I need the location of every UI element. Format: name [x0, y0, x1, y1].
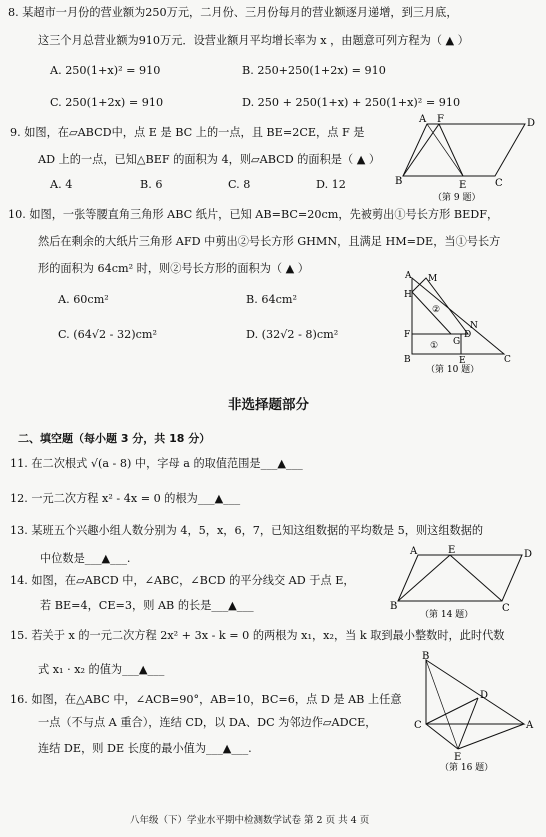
q8-line2: 这三个月总营业额为910万元．设营业额月平均增长率为 x ，由题意可列方程为（ ▲ ） [38, 34, 469, 47]
q10-figure [396, 270, 512, 374]
q15-line1: 15. 若关于 x 的一元二次方程 2x² + 3x - k = 0 的两根为 x₁，x₂，当 k 取到最小整数时，此时代数 [10, 629, 505, 642]
q16-caption: （第 16 题） [440, 763, 494, 772]
q13-line2: 中位数是___▲___. [40, 552, 131, 565]
q10-label-b: B [404, 355, 411, 365]
q14-figure [390, 545, 538, 623]
q12-text: 12. 一元二次方程 x² - 4x = 0 的根为___▲___ [10, 492, 241, 505]
q9-line2: AD 上的一点，已知△BEF 的面积为 4，则▱ABCD 的面积是（ ▲ ） [38, 153, 381, 166]
q16-label-b: B [422, 651, 430, 662]
q10-line3: 形的面积为 64cm² 时，则②号长方形的面积为（ ▲ ） [38, 262, 309, 275]
q9-label-b: B [395, 176, 403, 187]
q16-label-c: C [414, 720, 422, 731]
q13-line1: 13. 某班五个兴趣小组人数分别为 4，5，x，6，7，已知这组数据的平均数是 5，则这组数据的 [10, 524, 484, 537]
q10-label-c: C [504, 355, 511, 365]
q10-rect1-label: ① [430, 341, 439, 351]
q8-option-b: B. 250+250(1+2x) = 910 [242, 64, 386, 77]
q9-label-c: C [495, 178, 503, 189]
q9-label-d: D [527, 118, 536, 129]
q11-text: 11. 在二次根式 √(a - 8) 中，字母 a 的取值范围是___▲___ [10, 457, 303, 470]
q8-option-a: A. 250(1+x)² = 910 [50, 64, 161, 77]
q9-line1: 9. 如图，在▱ABCD中，点 E 是 BC 上的一点，且 BE=2CE，点 F 是 [10, 126, 365, 139]
q16-line1: 16. 如图，在△ABC 中，∠ACB=90°，AB=10，BC=6，点 D 是 AB 上任意 [10, 693, 402, 706]
q14-label-c: C [502, 603, 510, 614]
q16-line3: 连结 DE，则 DE 长度的最小值为___▲___. [38, 742, 252, 755]
q10-rect2-label: ② [432, 305, 441, 315]
page-footer: 八年级（下）学业水平期中检测数学试卷 第 2 页 共 4 页 [130, 815, 370, 826]
q10-label-f: F [404, 330, 411, 340]
q9-option-c: C. 8 [228, 178, 251, 191]
q14-label-b: B [390, 601, 398, 612]
q14-caption: （第 14 题） [420, 610, 474, 620]
q10-option-b: B. 64cm² [246, 293, 297, 306]
q10-label-a: A [405, 271, 412, 281]
q10-label-g: G [453, 337, 461, 347]
q9-option-a: A. 4 [50, 178, 73, 191]
q9-option-d: D. 12 [316, 178, 346, 191]
q9-label-f: F [437, 114, 444, 125]
q10-option-d: D. (32√2 - 8)cm² [246, 328, 339, 341]
q8-option-d: D. 250 + 250(1+x) + 250(1+x)² = 910 [242, 96, 461, 109]
q9-label-a: A [419, 114, 427, 125]
q8-option-c: C. 250(1+2x) = 910 [50, 96, 164, 109]
q10-label-e: E [459, 356, 466, 366]
q10-label-n: N [470, 321, 478, 331]
q10-option-a: A. 60cm² [58, 293, 109, 306]
q14-label-e: E [448, 545, 456, 556]
q8-line1: 8. 某超市一月份的营业额为250万元，二月份、三月份每月的营业额逐月递增，到三月底， [8, 6, 458, 19]
section-title: 非选择题部分 [228, 397, 309, 413]
q14-line1: 14. 如图，在▱ABCD 中，∠ABC，∠BCD 的平分线交 AD 于点 E， [10, 574, 355, 587]
q10-caption: （第 10 题） [426, 365, 480, 374]
q16-line2: 一点（不与点 A 重合），连结 CD，以 DA、DC 为邻边作▱ADCE， [38, 716, 377, 729]
q16-figure [412, 648, 540, 772]
q10-label-m: M [428, 274, 438, 284]
q10-option-c: C. (64√2 - 32)cm² [58, 328, 157, 341]
q16-label-d: D [480, 690, 489, 701]
q10-line1: 10. 如图，一张等腰直角三角形 ABC 纸片，已知 AB=BC=20cm，先被剪出①号长方形 BEDF， [8, 208, 499, 221]
q14-line2: 若 BE=4，CE=3，则 AB 的长是___▲___ [40, 599, 254, 612]
q9-option-b: B. 6 [140, 178, 163, 191]
q16-label-e: E [454, 752, 462, 763]
q16-label-a: A [526, 720, 534, 731]
q10-label-d: D [464, 330, 472, 340]
q9-caption: （第 9 题） [433, 193, 481, 202]
q10-label-h: H [404, 290, 412, 300]
q9-figure [395, 110, 543, 202]
q15-line2: 式 x₁ · x₂ 的值为___▲___ [38, 663, 165, 676]
q9-label-e: E [459, 180, 467, 191]
q14-label-a: A [410, 546, 418, 557]
q10-line2: 然后在剩余的大纸片三角形 AFD 中剪出②号长方形 GHMN，且满足 HM=DE，当①号长方 [38, 235, 501, 248]
fill-in-heading: 二、填空题（每小题 3 分，共 18 分） [18, 432, 211, 445]
q14-label-d: D [524, 549, 533, 560]
